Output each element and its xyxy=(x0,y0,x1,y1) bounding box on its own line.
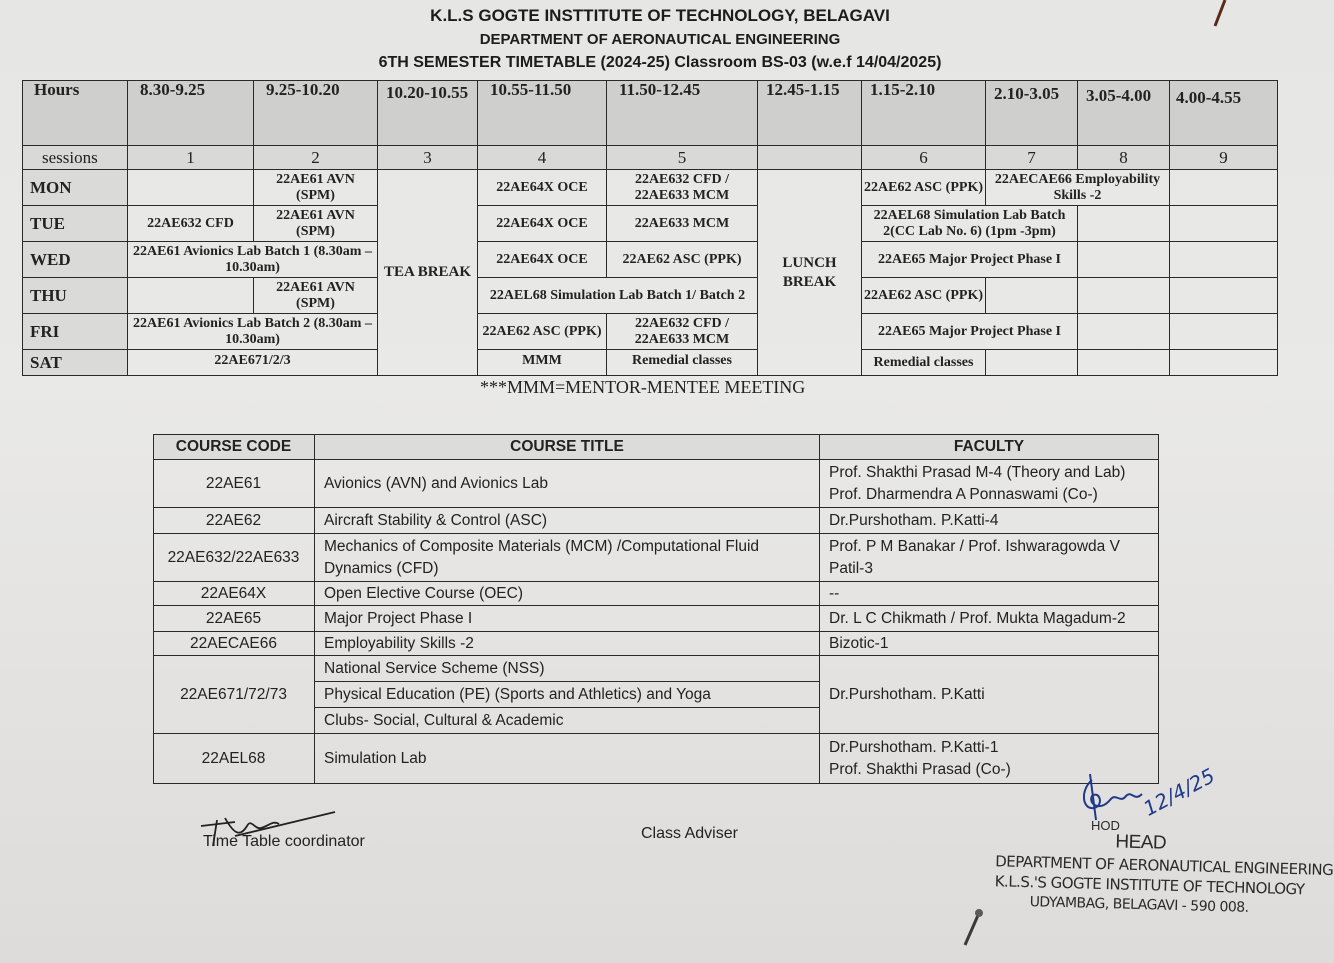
day-mon: MON xyxy=(22,170,128,206)
course-title-text: Simulation Lab xyxy=(324,749,427,767)
course-title-text: Avionics (AVN) and Avionics Lab xyxy=(324,474,549,492)
slot-thu-4-5: 22AEL68 Simulation Lab Batch 1/ Batch 2 xyxy=(478,278,758,314)
slot-tue-2: 22AE61 AVN (SPM) xyxy=(254,206,378,242)
session-number: 4 xyxy=(478,146,607,170)
hour-slot: 9.25-10.20 xyxy=(254,80,378,146)
slot-empty xyxy=(1170,314,1278,350)
slot-fri-5: 22AE632 CFD / 22AE633 MCM xyxy=(607,314,758,350)
stamp-head: HEAD xyxy=(1115,831,1167,854)
slot-empty xyxy=(986,350,1078,376)
tea-break: TEA BREAK xyxy=(378,170,478,376)
slot-empty xyxy=(1078,350,1170,376)
department-stamp xyxy=(994,828,1334,917)
header-course-title: COURSE TITLE xyxy=(315,434,820,460)
course-table xyxy=(153,434,1159,784)
faculty-line: Prof. Shakthi Prasad (Co-) xyxy=(829,760,1011,778)
institute-name: K.L.S GOGTE INSTTITUTE OF TECHNOLOGY, BELAGAVI xyxy=(430,6,890,25)
hour-slot: 12.45-1.15 xyxy=(758,80,862,146)
timetable-title: 6TH SEMESTER TIMETABLE (2024-25) Classroom BS-03 (w.e.f 14/04/2025) xyxy=(378,54,942,71)
course-title-text: Clubs- Social, Cultural & Academic xyxy=(324,711,564,729)
slot-thu-6: 22AE62 ASC (PPK) xyxy=(862,278,986,314)
slot-empty xyxy=(1170,350,1278,376)
slot-mon-4: 22AE64X OCE xyxy=(478,170,607,206)
department-name: DEPARTMENT OF AERONAUTICAL ENGINEERING xyxy=(479,31,841,48)
slot-wed-4: 22AE64X OCE xyxy=(478,242,607,278)
slot-sat-1-2: 22AE671/2/3 xyxy=(128,350,378,376)
slot-empty xyxy=(1170,278,1278,314)
slot-sat-6: Remedial classes xyxy=(862,350,986,376)
slot-wed-1-2: 22AE61 Avionics Lab Batch 1 (8.30am – 10.30am) xyxy=(128,242,378,278)
session-number: 9 xyxy=(1170,146,1278,170)
slot-mon-2: 22AE61 AVN (SPM) xyxy=(254,170,378,206)
slot-empty xyxy=(1170,170,1278,206)
slot-tue-5: 22AE633 MCM xyxy=(607,206,758,242)
header-faculty: FACULTY xyxy=(820,434,1159,460)
slot-fri-4: 22AE62 ASC (PPK) xyxy=(478,314,607,350)
day-wed: WED xyxy=(22,242,128,278)
hour-slot: 10.55-11.50 xyxy=(478,80,607,146)
slot-thu-2: 22AE61 AVN (SPM) xyxy=(254,278,378,314)
course-title-text: National Service Scheme (NSS) xyxy=(324,659,545,677)
slot-fri-1-2: 22AE61 Avionics Lab Batch 2 (8.30am – 10.30am) xyxy=(128,314,378,350)
slot-mon-5: 22AE632 CFD / 22AE633 MCM xyxy=(607,170,758,206)
slot-empty xyxy=(128,278,254,314)
timetable xyxy=(22,80,1278,376)
faculty-line: Prof. Dharmendra A Ponnaswami (Co-) xyxy=(829,485,1098,503)
slot-tue-1: 22AE632 CFD xyxy=(128,206,254,242)
slot-mon-7: 22AECAE66 Employability Skills -2 xyxy=(986,170,1170,206)
course-code: 22AE61 xyxy=(153,460,315,508)
course-title-text: Aircraft Stability & Control (ASC) xyxy=(324,511,548,529)
course-code: 22AE65 xyxy=(153,606,315,632)
day-tue: TUE xyxy=(22,206,128,242)
course-code: 22AEL68 xyxy=(153,734,315,784)
slot-sat-5: Remedial classes xyxy=(607,350,758,376)
faculty-line: Dr. L C Chikmath / Prof. Mukta Magadum-2 xyxy=(829,609,1126,627)
hod-label: HOD xyxy=(1091,818,1120,833)
stamp-address: UDYAMBAG, BELAGAVI - 590 008. xyxy=(1029,894,1249,916)
course-title-text: Physical Education (PE) (Sports and Athletics) and Yoga xyxy=(324,685,711,703)
faculty-line: -- xyxy=(829,584,840,602)
coordinator-label: Time Table coordinator xyxy=(203,833,365,850)
slot-empty xyxy=(1170,242,1278,278)
header-course-code: COURSE CODE xyxy=(153,434,315,460)
course-code: 22AE671/72/73 xyxy=(153,656,315,734)
session-number: 7 xyxy=(986,146,1078,170)
slot-tue-4: 22AE64X OCE xyxy=(478,206,607,242)
hours-label: Hours xyxy=(22,80,128,146)
slot-sat-4: MMM xyxy=(478,350,607,376)
course-code: 22AECAE66 xyxy=(153,632,315,656)
slot-fri-6-7: 22AE65 Major Project Phase I xyxy=(862,314,1078,350)
pin-icon xyxy=(1205,0,1235,30)
faculty-line: Dr.Purshotham. P.Katti-4 xyxy=(829,511,999,529)
stamp-institute: K.L.S.'S GOGTE INSTITUTE OF TECHNOLOGY xyxy=(994,872,1305,899)
slot-empty xyxy=(128,170,254,206)
day-sat: SAT xyxy=(22,350,128,376)
slot-empty xyxy=(1078,278,1170,314)
session-number: 8 xyxy=(1078,146,1170,170)
session-number: 1 xyxy=(128,146,254,170)
hod-signature-date: 12/4/25 xyxy=(1139,763,1219,821)
slot-mon-6: 22AE62 ASC (PPK) xyxy=(862,170,986,206)
hour-slot: 4.00-4.55 xyxy=(1170,80,1278,146)
hour-slot: 3.05-4.00 xyxy=(1078,80,1170,146)
session-number: 3 xyxy=(378,146,478,170)
slot-wed-6-7: 22AE65 Major Project Phase I xyxy=(862,242,1078,278)
day-thu: THU xyxy=(22,278,128,314)
slot-empty xyxy=(1078,206,1170,242)
faculty-line: Prof. P M Banakar / Prof. Ishwaragowda V Patil-3 xyxy=(829,537,1120,577)
mmm-note: ***MMM=MENTOR-MENTEE MEETING xyxy=(480,377,806,397)
faculty-line: Prof. Shakthi Prasad M-4 (Theory and Lab) xyxy=(829,463,1126,481)
faculty-line: Dr.Purshotham. P.Katti xyxy=(829,685,985,703)
slot-empty xyxy=(1078,314,1170,350)
day-fri: FRI xyxy=(22,314,128,350)
course-code: 22AE64X xyxy=(153,582,315,606)
hour-slot: 8.30-9.25 xyxy=(128,80,254,146)
hour-slot: 11.50-12.45 xyxy=(607,80,758,146)
session-number: 2 xyxy=(254,146,378,170)
sessions-label: sessions xyxy=(22,146,128,170)
course-title-text: Open Elective Course (OEC) xyxy=(324,584,523,602)
hour-slot: 10.20-10.55 xyxy=(378,80,478,146)
course-title-text: Major Project Phase I xyxy=(324,609,473,627)
hour-slot: 1.15-2.10 xyxy=(862,80,986,146)
slot-empty xyxy=(986,278,1078,314)
session-number: 5 xyxy=(607,146,758,170)
faculty-line: Bizotic-1 xyxy=(829,634,889,652)
class-adviser-label: Class Adviser xyxy=(641,825,738,842)
session-blank xyxy=(758,146,862,170)
slot-empty xyxy=(1078,242,1170,278)
course-title-text: Mechanics of Composite Materials (MCM) /Computational Fluid Dynamics (CFD) xyxy=(324,537,760,577)
course-code: 22AE62 xyxy=(153,508,315,534)
pin-icon xyxy=(955,905,995,955)
course-code: 22AE632/22AE633 xyxy=(153,534,315,582)
session-number: 6 xyxy=(862,146,986,170)
slot-tue-6-7: 22AEL68 Simulation Lab Batch 2(CC Lab No. 6) (1pm -3pm) xyxy=(862,206,1078,242)
lunch-break: LUNCH BREAK xyxy=(758,170,862,376)
slot-wed-5: 22AE62 ASC (PPK) xyxy=(607,242,758,278)
hour-slot: 2.10-3.05 xyxy=(986,80,1078,146)
faculty-line: Dr.Purshotham. P.Katti-1 xyxy=(829,738,999,756)
slot-empty xyxy=(1170,206,1278,242)
course-title-text: Employability Skills -2 xyxy=(324,634,474,652)
stamp-department: DEPARTMENT OF AERONAUTICAL ENGINEERING xyxy=(995,852,1334,880)
